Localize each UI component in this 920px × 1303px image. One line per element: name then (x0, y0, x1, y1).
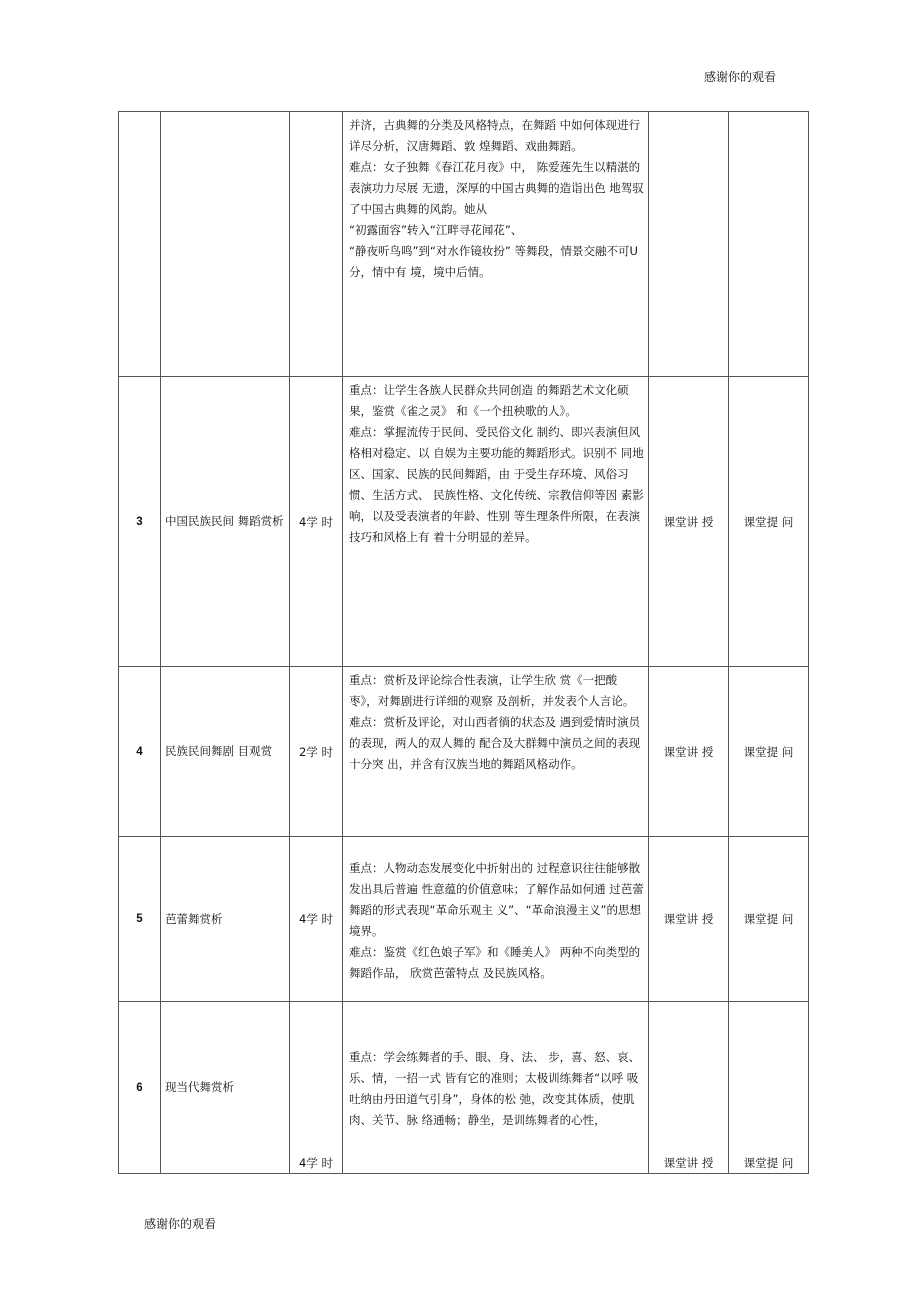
row-title: 现当代舞赏析 (161, 1002, 290, 1174)
description-text: 重点：让学生各族人民群众共同创造 的舞蹈艺术文化硕果，鉴赏《雀之灵》 和《一个扭秧歌的人》。 难点：掌握流传于民间、受民俗文化 制约、即兴表演但风格相对稳定、以 自娱为主要功能的舞蹈形式。识别不 同地区、国家、民族的民间舞蹈，由 于受生存环境、风俗习惯、生活方式、 民族性格、文化传统、宗教信仰等因 素影响，以及受表演者的年龄、性别 等生理条件所限，在表演技巧和风格上有 着十分明显的差异。 (349, 383, 644, 544)
row-teaching-method: 课堂讲 授 (649, 377, 729, 667)
row-teaching-method: 课堂讲 授 (649, 1002, 729, 1174)
row-assessment: 课堂提 问 (729, 377, 809, 667)
row-hours: 4学 时 (290, 1002, 343, 1174)
row-teaching-method: 课堂讲 授 (649, 667, 729, 837)
row-description (343, 377, 649, 667)
row-description (343, 1002, 649, 1174)
row-number (119, 112, 161, 377)
row-description (343, 112, 649, 377)
row-teaching-method (649, 112, 729, 377)
row-number: 5 (119, 837, 161, 1002)
course-schedule-table (118, 111, 809, 1174)
row-title: 芭蕾舞赏析 (161, 837, 290, 1002)
description-text: 重点：赏析及评论综合性表演，让学生欣 赏《一把酸枣》，对舞剧进行详细的观察 及剖析，并发表个人言论。 难点：赏析及评论，对山西者徜的状态及 遇到爱情时演员的表现，两人的双人舞的 配合及大群舞中演员之间的表现十分突 出，并含有汉族当地的舞蹈风格动作。 (349, 673, 641, 771)
row-assessment (729, 112, 809, 377)
row-hours: 2学 时 (290, 667, 343, 837)
table-row (119, 377, 809, 667)
row-hours (290, 112, 343, 377)
row-title: 民族民间舞剧 目观赏 (161, 667, 290, 837)
row-title: 中国民族民间 舞蹈赏析 (161, 377, 290, 667)
row-title (161, 112, 290, 377)
row-description (343, 667, 649, 837)
row-number: 6 (119, 1002, 161, 1174)
page-footer: 感谢你的观看 (144, 1217, 217, 1231)
row-number: 4 (119, 667, 161, 837)
row-description (343, 837, 649, 1002)
page-header: 感谢你的观看 (704, 70, 777, 84)
table-row (119, 112, 809, 377)
row-hours: 4学 时 (290, 377, 343, 667)
row-teaching-method: 课堂讲 授 (649, 837, 729, 1002)
row-assessment: 课堂提 问 (729, 837, 809, 1002)
table-row (119, 1002, 809, 1174)
row-assessment: 课堂提 问 (729, 667, 809, 837)
description-text: 重点：学会练舞者的手、眼、身、法、 步，喜、怒、哀、乐、情，一招一式 皆有它的准则；太极训练舞者“以呼 吸吐纳由丹田道气引身”，身体的松 弛，改变其体质，使肌肉、关节、脉 络通畅；静坐，是训练舞者的心性， (349, 1050, 641, 1127)
description-text: 重点：人物动态发展变化中折射出的 过程意识往往能够散发出具后普遍 性意蕴的价值意味；了解作品如何通 过芭蕾舞蹈的形式表现“革命乐观主 义”、“革命浪漫主义”的思想境界。 难点：鉴赏《红色娘子军》和《睡美人》 两种不向类型的舞蹈作品， 欣赏芭蕾特点 及民族风格。 (349, 860, 644, 980)
table-row (119, 667, 809, 837)
row-hours: 4学 时 (290, 837, 343, 1002)
row-number: 3 (119, 377, 161, 667)
description-text: 并济，古典舞的分类及风格特点，在舞蹈 中如何体现进行详尽分析，汉唐舞蹈、敦 煌舞蹈、戏曲舞蹈。 难点：女子独舞《春江花月夜》中， 陈爱莲先生以精湛的表演功力尽展 无遗，深厚的中国古典舞的造诣出色 地驾驭了中国古典舞的风韵。她从 “初露面容”转入“江畔寻花闻花”、 “静夜听鸟鸣”到“对水作镜妆扮” 等舞段，情景交融不可U分，情中有 境，境中后情。 (349, 118, 644, 279)
row-assessment: 课堂提 问 (729, 1002, 809, 1174)
table-row (119, 837, 809, 1002)
